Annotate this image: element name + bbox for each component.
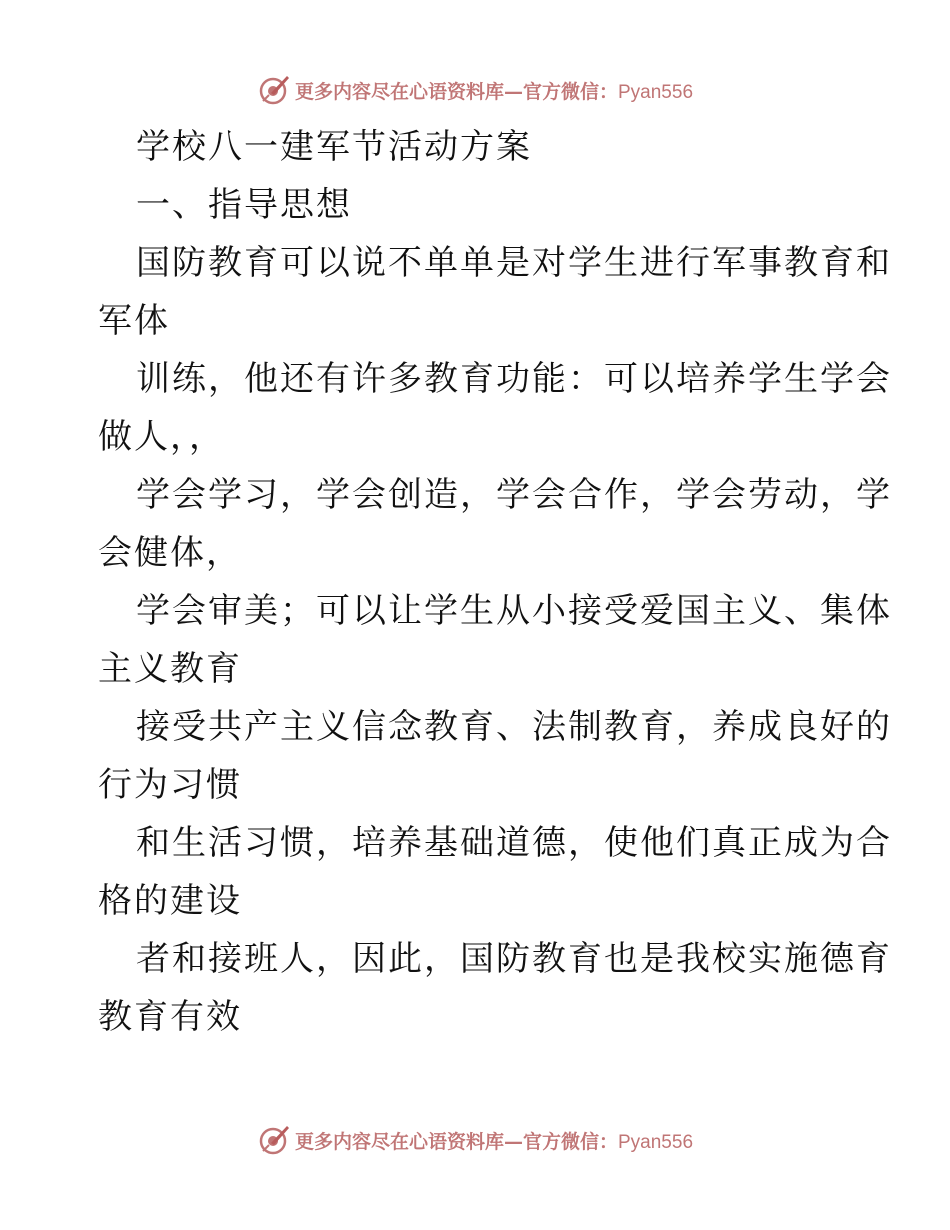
paragraph-line: 做人，， — [98, 417, 225, 457]
paragraph-line: 会健体， — [98, 533, 242, 573]
paragraph-line: 接受共产主义信念教育、法制教育，养成良好的 — [136, 707, 892, 747]
quill-logo-icon — [257, 73, 291, 107]
footer-watermark — [0, 1120, 950, 1160]
watermark-text: 更多内容尽在心语资料库—官方微信： — [294, 1130, 618, 1153]
watermark-wechat-id: Pyan556 — [618, 1131, 694, 1153]
paragraph-line: 和生活习惯，培养基础道德，使他们真正成为合 — [136, 823, 892, 863]
document-title: 学校八一建军节活动方案 — [136, 127, 532, 167]
paragraph-line: 行为习惯 — [98, 765, 242, 805]
document-body — [98, 118, 892, 1046]
paragraph-line: 军体 — [98, 301, 170, 341]
section-heading: 一、指导思想 — [136, 185, 352, 225]
paragraph-line: 者和接班人，因此，国防教育也是我校实施德育 — [136, 939, 892, 979]
paragraph-line: 主义教育 — [98, 649, 242, 689]
paragraph-line: 国防教育可以说不单单是对学生进行军事教育和 — [136, 243, 892, 283]
paragraph-line: 学会审美；可以让学生从小接受爱国主义、集体 — [136, 591, 892, 631]
paragraph-line: 学会学习，学会创造，学会合作，学会劳动，学 — [136, 475, 892, 515]
watermark-wechat-id: Pyan556 — [618, 81, 694, 103]
header-watermark — [0, 70, 950, 110]
paragraph-line: 训练，他还有许多教育功能：可以培养学生学会 — [136, 359, 892, 399]
quill-logo-icon — [257, 1123, 291, 1157]
watermark-text: 更多内容尽在心语资料库—官方微信： — [294, 80, 618, 103]
paragraph-line: 教育有效 — [98, 997, 242, 1037]
paragraph-line: 格的建设 — [98, 881, 242, 921]
